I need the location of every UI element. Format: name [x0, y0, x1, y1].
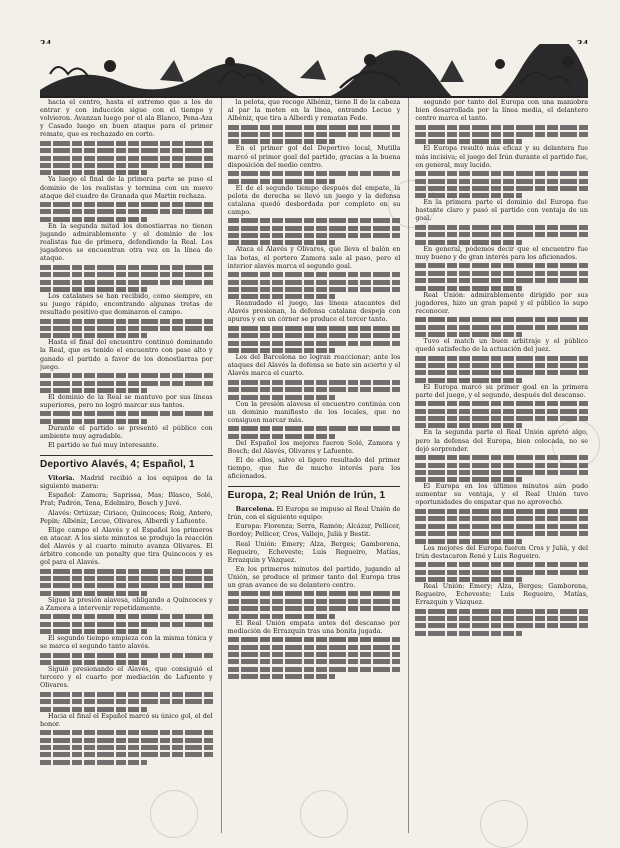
article-paragraph: Hasta el final del encuentro continuó dominando la Real, que es tenido el encuentro con pase alto y ganado el partido a favor de los donostiarras por juego. [40, 338, 213, 371]
article-paragraph: Con la presión alavesa el encuentro continúa con un dominio manifiesto de los locales, que no consiguen marcar más. [227, 399, 401, 424]
article-paragraph: Siguió presionando el Alavés, que consiguió el tercero y el cuarto por mediación de Lafuente y Olivares. [40, 665, 213, 690]
article-lead [40, 474, 213, 490]
article-paragraph: Ataca el Alavés y Olivares, que lleva el balón en las botas, el portero Zamora sale al paso, pero el interior alavés marca el segundo goal. [227, 245, 401, 270]
article-paragraph: Sigue la presión alavesa, obligando a Quincoces y a Zamora a intervenir repetidamente. [40, 595, 213, 612]
article-paragraph: Europa: Florenza; Serra, Ramón; Alcázar, Pellicer, Bordoy; Pellicer, Cros, Vallejo, Julià y Bestit. [227, 522, 401, 539]
article-paragraph: Hacia el final el Español marcó su único gol, el del honor. [40, 711, 213, 728]
article-paragraph: Durante el partido se presentó el público con ambiente muy agradable. [40, 423, 213, 440]
watermark-seal-icon [388, 180, 436, 228]
article-paragraph: Real Unión: Emery; Alza, Berges; Gamborena, Regueiro, Echeveste; Luis Regueiro, Matías, Errazquin y Vázquez. [227, 539, 401, 564]
article-paragraph: segundo por tanto del Europa con una maniobra bien desarrollada por la línea media, el delantero centro marca el tanto. [415, 98, 589, 123]
article-paragraph: En los primeros minutos del partido, jugando al Unión, se produce el primer tanto del Europa tras un gran avance de su delantero centro. [227, 564, 401, 589]
article-paragraph: Ya luego el final de la primera parte se puso el dominio de los realistas y termina con un nuevo ataque del cuadro de Granada que Martin rechaza. [40, 175, 213, 200]
lead-text: El Europa se impuso al Real Unión de Irún, con el siguiente equipo: [227, 505, 401, 522]
article-paragraph: Reanudado el juego, las líneas atacantes del Alavés presionan, la defensa catalana despeja con apuros y en un córner se produce el tercer tanto. [227, 299, 401, 324]
article-columns [40, 98, 588, 833]
article-paragraph: El Europa en los últimos minutos aún pudo aumentar su ventaja, y el Real Unión tuvo oportunidades de empatar que no aprovechó. [415, 482, 589, 507]
sports-frieze-icon [40, 44, 588, 96]
dateline: Vitoria. [48, 474, 75, 483]
article-paragraph: En la primera parte el dominio del Europa fue bastante claro y pasó el partido con ventaja de un goal. [415, 198, 589, 223]
article-paragraph: El Europa marcó su primer goal en la primera parte del juego, y el segundo, después del descanso. [415, 382, 589, 399]
article-paragraph: la pelota, que recoge Albéniz, tiene Il de la cabeza al par la meten en la línea, entrando Lecue y Albéniz, que tira a Alberdi y rematan Fede. [227, 98, 401, 123]
article-paragraph: El de ellos, salvo el ligero resultado del primer tiempo, que fue de mucho interés para los aficionados. [227, 455, 401, 481]
article-paragraph: En el primer gol del Deportivo local, Mutilla marcó el primer goal del partido, gracias a la buena disposición del medio centro. [227, 144, 401, 169]
article-paragraph: Real Unión: admirablemente dirigido por sus jugadores, hizo un gran papel y el público lo supo reconocer. [415, 290, 589, 315]
watermark-seal-icon [552, 420, 600, 468]
article-paragraph: Los mejores del Europa fueron Cros y Julià, y del Irún destacaron René y Luis Regueiro. [415, 543, 589, 560]
article-paragraph: En la segunda mitad los donostiarras no tienen jugando admirablemente y el dominio de los realistas fue de primera, defendiendo la Real. Los jugadores se encuentran otra vez en la línea de ataque. [40, 221, 213, 263]
article-paragraph: El partido se fué muy interesante. [48, 441, 159, 450]
article-paragraph: hacia el centro, hasta el extremo que a los de entrar y con inducción sigue con el tiempo y volvieron. Avanzan luego por el ala Blanco, Pena-Aza y Casado luego en buen ataque para el primer remate, que es rechazado en corto. [40, 98, 213, 139]
watermark-seal-icon [150, 790, 198, 838]
column-2 [221, 98, 401, 833]
watermark-seal-icon [300, 790, 348, 838]
lead-text: Madrid recibió a los equipos de la siguiente manera: [40, 474, 213, 491]
column-1 [40, 98, 213, 833]
article-paragraph: En la segunda parte el Real Unión apretó algo, pero la defensa del Europa, bien colocada, no se dejó sorprender. [415, 428, 589, 453]
article-paragraph: Del Español los mejores fueron Solé, Zamora y Bosch; del Alavés, Olivares y Lafuente. [227, 438, 401, 455]
dateline: Barcelona. [235, 505, 275, 514]
article-paragraph: Real Unión: Emery; Alza, Berges; Gamborena, Regueiro, Echeveste; Luis Regueiro, Matías, Errazquin y Vázquez. [415, 581, 589, 607]
article-lead [228, 505, 401, 521]
article-paragraph: Los del Barcelona no logran reaccionar; ante los ataques del Alavés la defensa se bate sin acierto y el Alavés marca el cuarto. [227, 353, 401, 378]
article-paragraph: Alavés: Ortúzar; Ciriaco, Quincoces; Roig, Antero, Pepín; Albéniz, Lecue, Olivares, Alberdi y Lafuente. [40, 508, 213, 525]
watermark-seal-icon [480, 800, 528, 848]
article-paragraph: Los catalanes se han recibido, como siempre, en su juego rápido, encontrando algunas tretas de resultado positivo que dominaron el campo. [40, 291, 213, 317]
article-paragraph: El segundo tiempo empieza con la misma tónica y se marca el segundo tanto alavés. [40, 634, 213, 651]
article-paragraph: Español: Zamora; Saprissa, Mas; Blasco, Solé, Prat; Padrón, Tena, Edelmiro, Bosch y Juvé. [40, 491, 213, 508]
decorative-header-illustration [40, 44, 588, 98]
article-paragraph: En general, podemos decir que el encuentro fue muy bueno y de gran interés para los aficionados. [415, 244, 589, 261]
article-paragraph: El Real Unión empata antes del descanso por mediación de Errazquin tras una bonita jugada. [227, 618, 401, 635]
article-paragraph: Elige campo el Alavés y el Español los primeros en atacar. A los siete minutos se produjo la reacción del Alavés y al cuarto minuto avanza Olivares. El árbitro concede un penalty que tira Quincoces y es gol para el Alavés. [40, 525, 213, 567]
headline-europa-real-union: Europa, 2; Real Unión de Irún, 1 [228, 486, 401, 502]
article-paragraph: El Europa resultó más eficaz y su delantera fue más incisiva; el juego del Irún durante el partido fue, en general, muy lucido. [415, 144, 589, 169]
article-paragraph: El de el segundo tiempo después del empate, la pelota de derecha se llevó un juego y la defensa catalana quedó desbordada por completo en su campo. [227, 183, 401, 216]
article-paragraph: El dominio de la Real se mantuvo por sus líneas superiores, pero no logró marcar sus tantos. [40, 392, 213, 409]
headline-alaves-espanol: Deportivo Alavés, 4; Español, 1 [40, 455, 213, 471]
article-paragraph: Tuvo el match un buen arbitraje y el público quedó satisfecho de la actuación del juez. [415, 336, 589, 354]
